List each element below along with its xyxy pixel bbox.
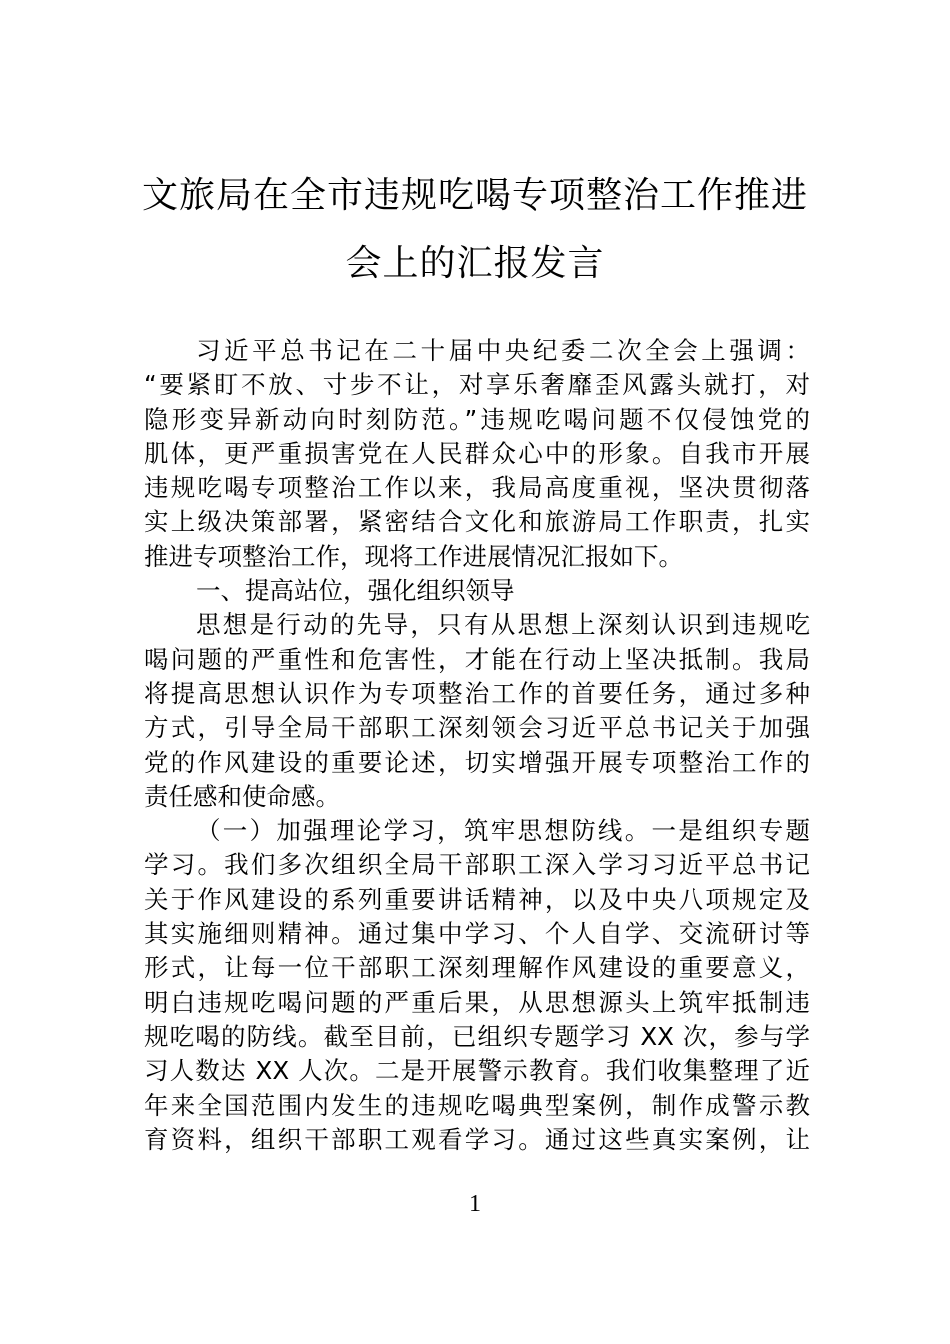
paragraph-line: 思想是行动的先导，只有从思想上深刻认识到违规吃 — [196, 610, 810, 640]
paragraph-line: 实上级决策部署，紧密结合文化和旅游局工作职责，扎实 — [144, 507, 810, 537]
paragraph-line: 关于作风建设的系列重要讲话精神，以及中央八项规定及 — [144, 884, 810, 914]
document-title-line-1: 文旅局在全市违规吃喝专项整治工作推进 — [141, 175, 808, 216]
document-body — [144, 334, 810, 1157]
paragraph-line: 违规吃喝专项整治工作以来，我局高度重视，坚决贯彻落 — [144, 473, 810, 503]
paragraph-line: （一）加强理论学习，筑牢思想防线。一是组织专题 — [196, 816, 810, 846]
paragraph-line: 方式，引导全局干部职工深刻领会习近平总书记关于加强 — [144, 713, 810, 743]
paragraph-line: “要紧盯不放、寸步不让，对享乐奢靡歪风露头就打，对 — [144, 370, 810, 400]
paragraph-line: 肌体，更严重损害党在人民群众心中的形象。自我市开展 — [144, 438, 810, 468]
section-heading: 一、提高站位，强化组织领导 — [196, 576, 515, 606]
paragraph-line: 习人数达 XX 人次。二是开展警示教育。我们收集整理了近 — [144, 1056, 810, 1086]
paragraph-line: 责任感和使命感。 — [144, 781, 340, 811]
paragraph-line: 其实施细则精神。通过集中学习、个人自学、交流研讨等 — [144, 919, 810, 949]
paragraph-line: 习近平总书记在二十届中央纪委二次全会上强调： — [196, 336, 810, 365]
document-title-line-2: 会上的汇报发言 — [345, 243, 605, 284]
paragraph-line: 将提高思想认识作为专项整治工作的首要任务，通过多种 — [144, 678, 810, 708]
paragraph-line: 喝问题的严重性和危害性，才能在行动上坚决抵制。我局 — [144, 644, 810, 674]
paragraph-line: 推进专项整治工作，现将工作进展情况汇报如下。 — [144, 541, 683, 571]
paragraph-line: 规吃喝的防线。截至目前，已组织专题学习 XX 次，参与学 — [144, 1021, 810, 1051]
paragraph-line: 育资料，组织干部职工观看学习。通过这些真实案例，让 — [144, 1124, 810, 1154]
page-number: 1 — [469, 1191, 481, 1217]
paragraph-line: 年来全国范围内发生的违规吃喝典型案例，制作成警示教 — [144, 1090, 810, 1120]
paragraph-line: 党的作风建设的重要论述，切实增强开展专项整治工作的 — [144, 747, 810, 777]
paragraph-line: 形式，让每一位干部职工深刻理解作风建设的重要意义， — [144, 953, 810, 983]
paragraph-line: 学习。我们多次组织全局干部职工深入学习习近平总书记 — [144, 850, 810, 880]
paragraph-line: 隐形变异新动向时刻防范。”违规吃喝问题不仅侵蚀党的 — [144, 404, 810, 434]
paragraph-line: 明白违规吃喝问题的严重后果，从思想源头上筑牢抵制违 — [144, 987, 810, 1017]
